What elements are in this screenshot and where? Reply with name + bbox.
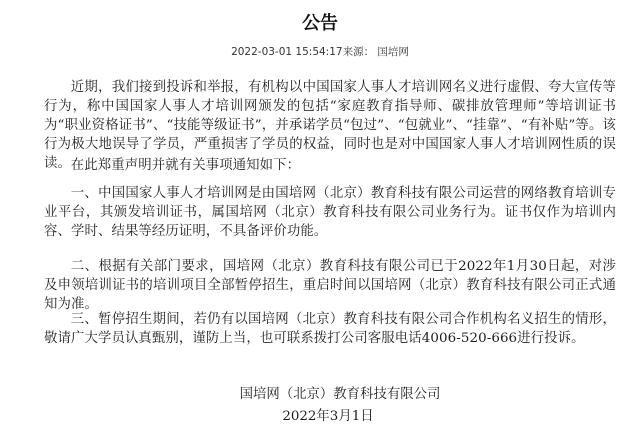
publish-meta: 2022-03-01 15:54:17来源： 国培网: [231, 46, 409, 58]
signature-date: 2022年3月1日: [282, 409, 374, 424]
paragraph-item-1: 一、中国国家人事人才培训网是由国培网（北京）教育科技有限公司运营的网络教育培训专业平台，其颁发培训证书，属国培网（北京）教育科技有限公司业务行为。证书仅作为培训内容、学时、结果等经历证明，不具备评价功能。: [44, 186, 616, 239]
notice-title: 公告: [302, 13, 338, 34]
paragraph-item-3: 三、暂停招生期间，若仍有以国培网（北京）教育科技有限公司合作机构名义招生的情形，敬请广大学员认真甄别，谨防上当，也可联系拨打公司客服电话4006-520-666进行投诉。: [44, 312, 616, 346]
paragraph-item-2: 二、根据有关部门要求，国培网（北京）教育科技有限公司已于2022年1月30日起，对涉及申领培训证书的培训项目全部暂停招生，重启时间以国培网（北京）教育科技有限公司正式通知为准。: [44, 259, 616, 312]
signature-organization: 国培网（北京）教育科技有限公司: [239, 387, 441, 402]
paragraph-intro: 近期，我们接到投诉和举报，有机构以中国国家人事人才培训网名义进行虚假、夸大宣传等行为，称中国国家人事人才培训网颁发的包括“家庭教育指导师、碳排放管理师”等培训证书为“职业资格证书”、“技能等级证书”，并承诺学员“包过”、“包就业”、“挂靠”、“有补贴”等。该行为极大地误导了学员，严重损害了学员的权益，同时也是对中国国家人事人才培训网性质的误读。: [44, 80, 616, 171]
paragraph-statement: 在此郑重声明并就有关事项通知如下：: [70, 158, 301, 173]
